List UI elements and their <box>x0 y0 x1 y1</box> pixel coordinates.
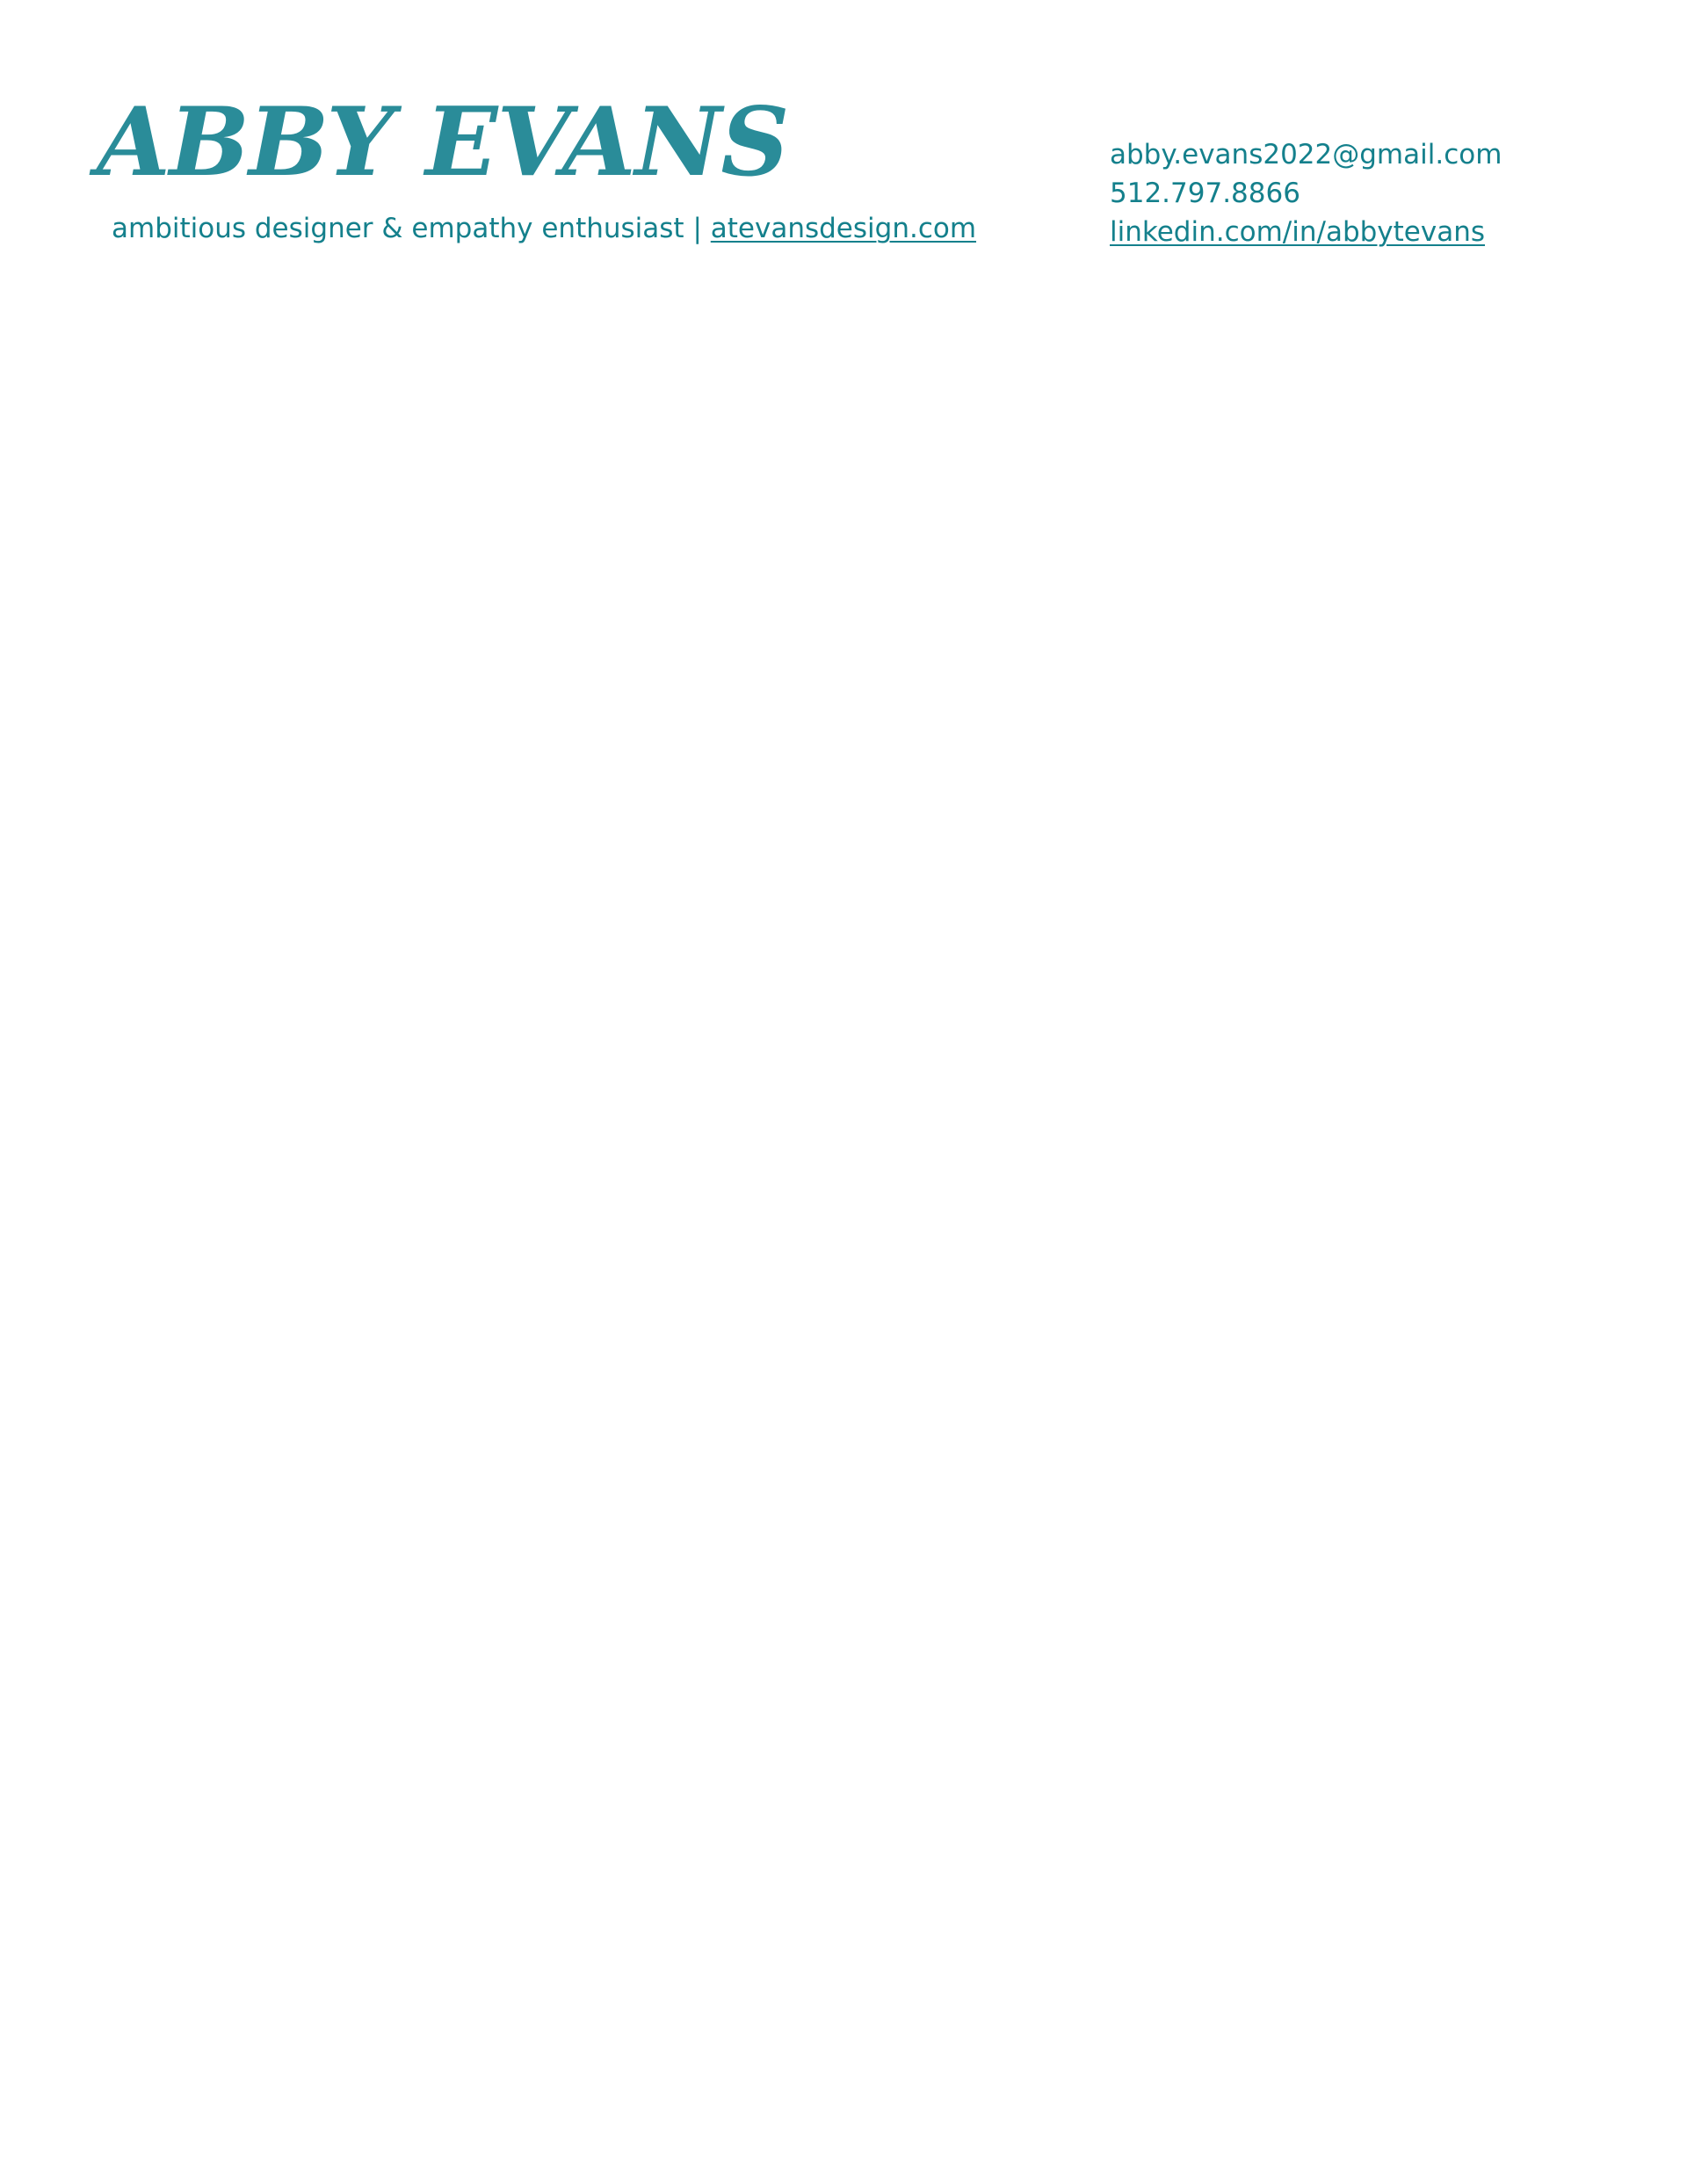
tagline-line <box>112 211 976 246</box>
letterhead <box>0 0 1687 299</box>
phone-text: 512.797.8866 <box>1110 178 1300 209</box>
website-link[interactable]: atevansdesign.com <box>710 213 977 244</box>
contact-block <box>1110 135 1502 251</box>
linkedin-link[interactable]: linkedin.com/in/abbytevans <box>1110 216 1486 248</box>
tagline-text: ambitious designer & empathy enthusiast <box>112 213 684 244</box>
email-text[interactable]: abby.evans2022@gmail.com <box>1110 139 1502 171</box>
name-heading: ABBY EVANS <box>97 87 789 198</box>
tagline-separator: | <box>692 213 702 244</box>
